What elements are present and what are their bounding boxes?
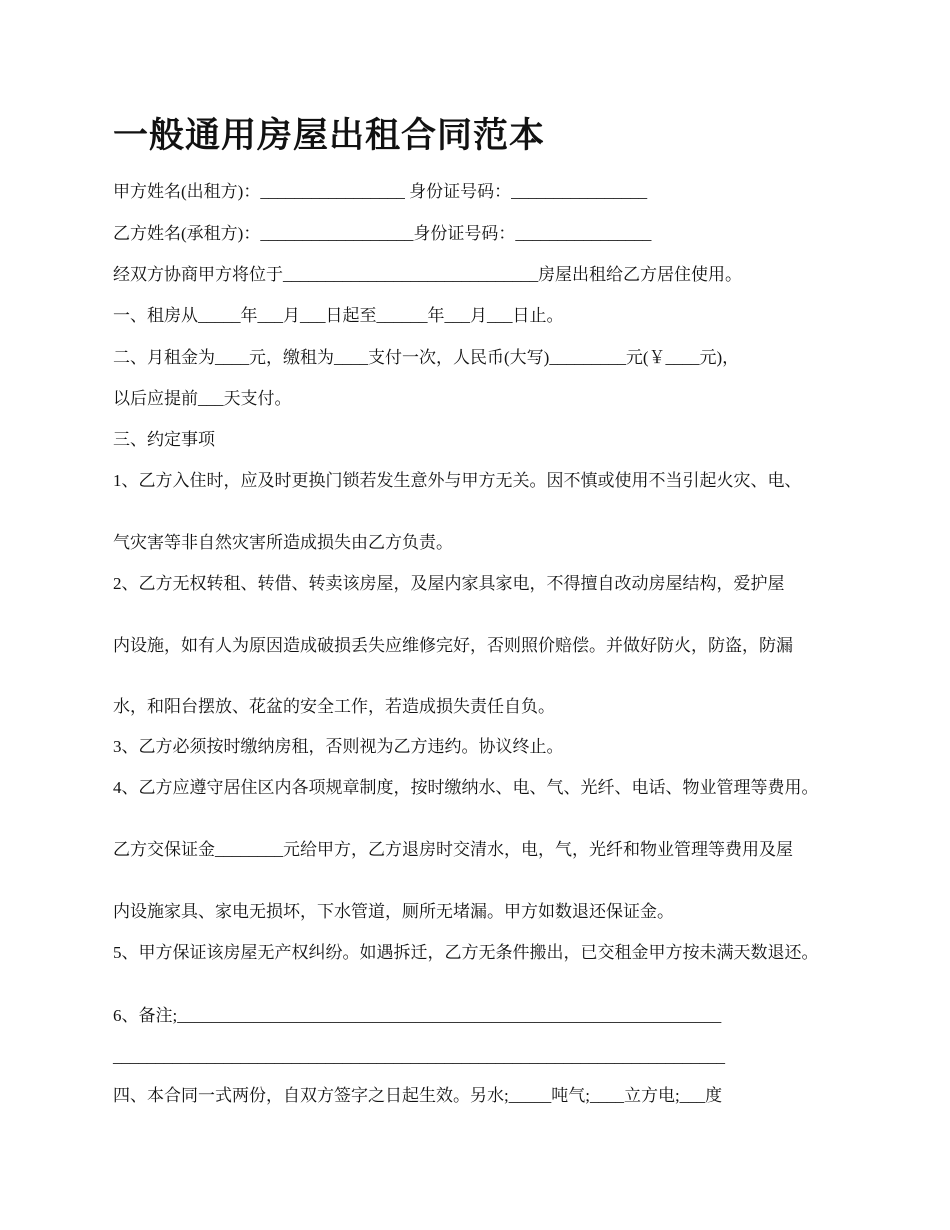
- clause-1-rental-period: 一、租房从_____年___月___日起至______年___月___日止。: [113, 306, 564, 325]
- party-b-line: 乙方姓名(承租方)：__________________身份证号码：________________: [113, 224, 652, 243]
- item-1-line-2: 气灾害等非自然灾害所造成损失由乙方负责。: [113, 533, 453, 552]
- item-2-line-1: 2、乙方无权转租、转借、转卖该房屋，及屋内家具家电，不得擅自改动房屋结构，爱护屋: [113, 574, 785, 593]
- property-location-line: 经双方协商甲方将位于______________________________房屋出租给乙方居住使用。: [113, 265, 742, 284]
- item-4-line-3: 内设施家具、家电无损坏，下水管道，厕所无堵漏。甲方如数退还保证金。: [113, 902, 674, 921]
- item-6-remarks: 6、备注;________________________________________________________________: [113, 1006, 722, 1025]
- item-6-remarks-blank: ________________________________________________________________________: [113, 1047, 725, 1066]
- item-2-line-2: 内设施，如有人为原因造成破损丢失应维修完好，否则照价赔偿。并做好防火，防盗，防漏: [113, 636, 793, 655]
- party-a-line: 甲方姓名(出租方)：_________________ 身份证号码：________________: [113, 182, 648, 201]
- clause-3-heading: 三、约定事项: [113, 430, 215, 449]
- clause-4-effect: 四、本合同一式两份，自双方签字之日起生效。另水;_____吨气;____立方电;___度: [113, 1086, 723, 1105]
- item-4-line-2: 乙方交保证金________元给甲方，乙方退房时交清水，电，气，光纤和物业管理等费用及屋: [113, 840, 793, 859]
- document-title: 一般通用房屋出租合同范本: [113, 116, 546, 155]
- item-1-line-1: 1、乙方入住时，应及时更换门锁若发生意外与甲方无关。因不慎或使用不当引起火灾、电、: [113, 471, 802, 490]
- clause-2-advance-payment: 以后应提前___天支付。: [113, 389, 292, 408]
- clause-2-rent-amount: 二、月租金为____元，缴租为____支付一次，人民币(大写)_________元(￥____元)，: [113, 348, 740, 367]
- item-4-line-1: 4、乙方应遵守居住区内各项规章制度，按时缴纳水、电、气、光纤、电话、物业管理等费用。: [113, 778, 819, 797]
- item-5: 5、甲方保证该房屋无产权纠纷。如遇拆迁，乙方无条件搬出，已交租金甲方按未满天数退还。: [113, 943, 819, 962]
- document-page: [113, 0, 843, 1230]
- item-3: 3、乙方必须按时缴纳房租，否则视为乙方违约。协议终止。: [113, 737, 564, 756]
- item-2-line-3: 水，和阳台摆放、花盆的安全工作，若造成损失责任自负。: [113, 697, 555, 716]
